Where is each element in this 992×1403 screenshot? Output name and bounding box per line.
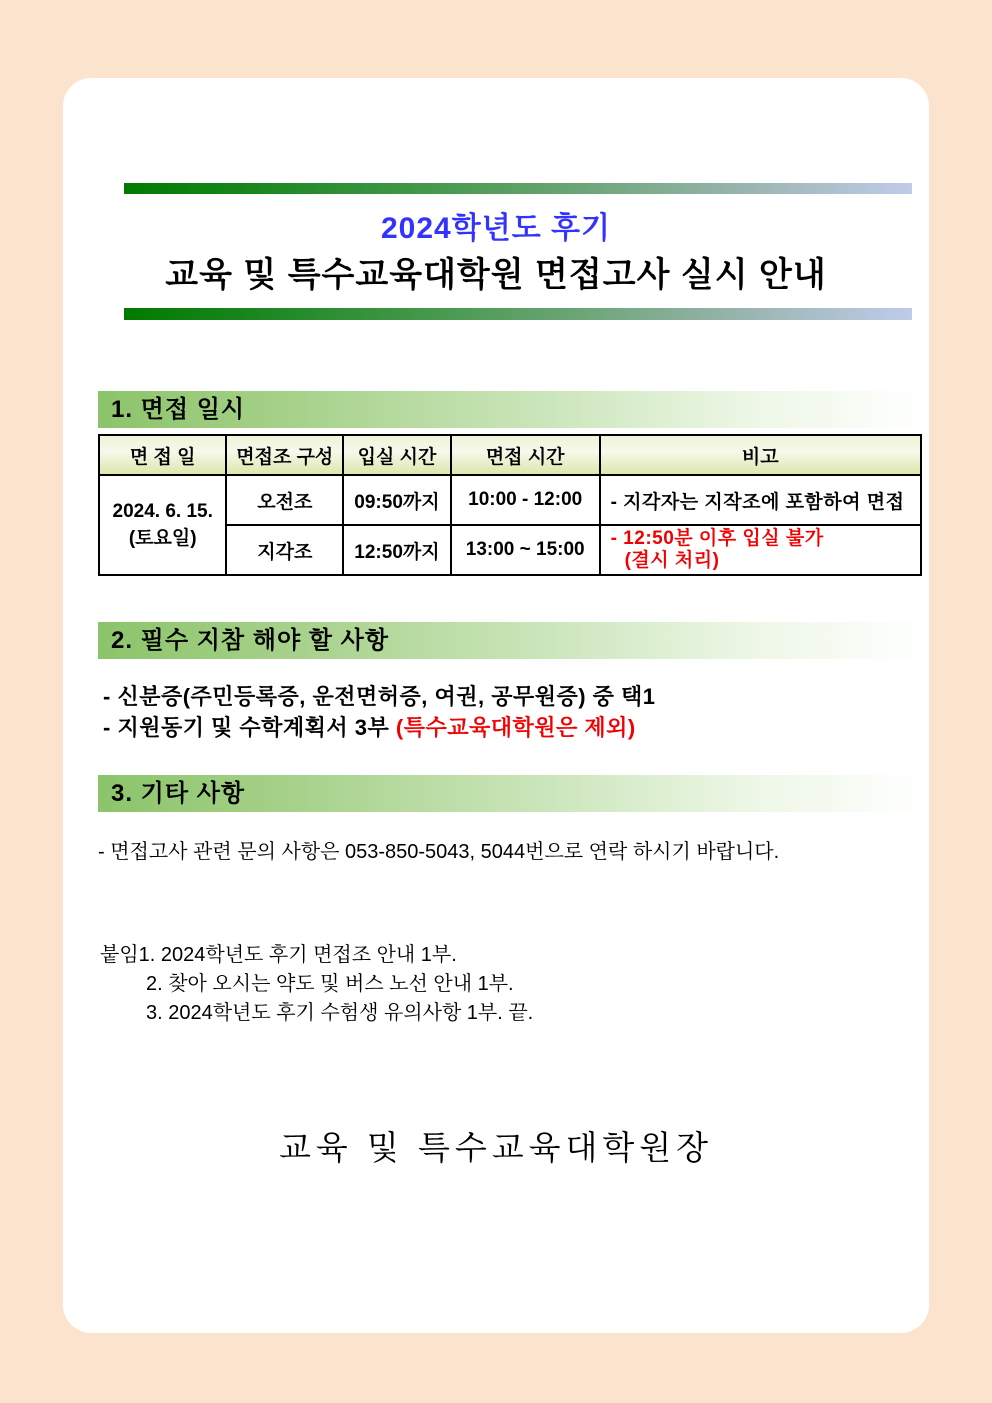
remark-late-line1: - 12:50분 이후 입실 불가	[610, 528, 824, 549]
table-header-row	[99, 435, 921, 475]
notice-card	[63, 78, 929, 1333]
attachment-item-1: 붙임1. 2024학년도 후기 면접조 안내 1부.	[100, 944, 457, 966]
section-heading-interview-schedule: 1. 면접 일시	[98, 391, 922, 428]
entry-time-late-cell: 12:50까지	[343, 525, 451, 575]
interview-time-morning-cell: 10:00 - 12:00	[451, 475, 600, 525]
section-heading-required-items: 2. 필수 지참 해야 할 사항	[98, 622, 922, 659]
remark-late-line2: (결시 처리)	[624, 550, 720, 571]
column-header-interview-date: 면 접 일	[99, 435, 226, 475]
attachment-item-3: 3. 2024학년도 후기 수험생 유의사항 1부. 끝.	[146, 1002, 534, 1024]
section-heading-misc: 3. 기타 사항	[98, 775, 922, 812]
title-academic-term: 2024학년도 후기	[381, 212, 611, 245]
interview-time-late-cell: 13:00 ~ 15:00	[451, 525, 600, 575]
interview-schedule-table	[98, 434, 922, 576]
column-header-interview-time: 면접 시간	[451, 435, 600, 475]
top-gradient-bar	[124, 183, 912, 194]
attachment-item-2: 2. 찾아 오시는 약도 및 버스 노선 안내 1부.	[146, 973, 514, 995]
interview-date: 2024. 6. 15.	[112, 501, 213, 522]
column-header-group: 면접조 구성	[226, 435, 343, 475]
interview-date-cell	[99, 475, 226, 575]
group-morning-cell: 오전조	[226, 475, 343, 525]
contact-info-line: - 면접고사 관련 문의 사항은 053-850-5043, 5044번으로 연락 하시기 바랍니다.	[98, 841, 780, 863]
required-items-list	[103, 681, 922, 743]
column-header-remarks: 비고	[600, 435, 921, 475]
title-bottom-gradient-bar	[124, 308, 912, 320]
interview-day-of-week: (토요일)	[128, 528, 197, 549]
attachments-list	[100, 941, 922, 1028]
page-title: 교육 및 특수교육대학원 면접고사 실시 안내	[165, 256, 827, 294]
list-item-study-plan	[103, 712, 922, 743]
table-row	[99, 475, 921, 525]
group-late-cell: 지각조	[226, 525, 343, 575]
signature-line: 교육 및 특수교육대학원장	[279, 1129, 713, 1166]
remark-morning-cell: - 지각자는 지작조에 포함하여 면접	[600, 475, 921, 525]
column-header-entry-time: 입실 시간	[343, 435, 451, 475]
entry-time-morning-cell: 09:50까지	[343, 475, 451, 525]
remark-late-cell	[600, 525, 921, 575]
list-item-study-plan-text: - 지원동기 및 수학계획서 3부	[103, 715, 396, 740]
list-item-study-plan-exception: (특수교육대학원은 제외)	[395, 715, 636, 740]
list-item-id-card: - 신분증(주민등록증, 운전면허증, 여권, 공무원증) 중 택1	[103, 684, 656, 709]
